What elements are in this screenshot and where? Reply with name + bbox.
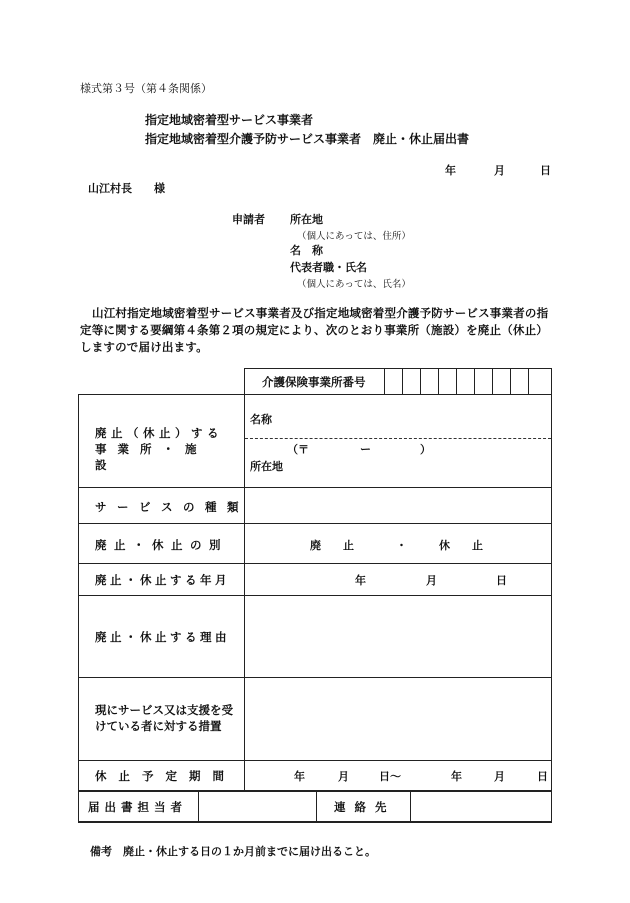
- date-month: 月: [494, 164, 505, 177]
- title-line-1: 指定地域密着型サービス事業者: [145, 113, 314, 127]
- applicant-address-label: 所在地: [290, 213, 323, 226]
- period-month-2: 月: [494, 770, 505, 783]
- contact-person-label: 届出書担当者: [88, 800, 187, 814]
- body-line-1: 山江村指定地域密着型サービス事業者及び指定地域密着型介護予防サービス事業者の指: [92, 306, 549, 320]
- facility-label-1: [95, 425, 226, 441]
- measures-label-2: けている者に対する措置: [95, 719, 222, 733]
- reason-label: 廃止・休止する理由: [95, 630, 230, 644]
- date-day: 日: [540, 164, 551, 177]
- applicant-rep-note: （個人にあっては、氏名）: [297, 279, 411, 290]
- postal-dash: ー: [360, 443, 371, 456]
- table-date-day: 日: [496, 574, 507, 587]
- postal-close: ）: [420, 443, 431, 456]
- period-month-1: 月: [338, 770, 349, 783]
- postal-open: （〒: [287, 443, 309, 456]
- category-label: 廃止・休止の別: [95, 538, 228, 552]
- category-abolish: 廃 止: [310, 539, 354, 552]
- body-line-2: 定等に関する要綱第４条第２項の規定により、次のとおり事業所（施設）を廃止（休止）: [80, 323, 548, 337]
- period-year-1: 年: [294, 770, 305, 783]
- table-date-month: 月: [426, 574, 437, 587]
- contact-label: 連絡先: [334, 800, 396, 814]
- facility-name-label: 名称: [250, 413, 272, 426]
- date-label: 廃止・休止する年月: [95, 573, 230, 587]
- period-label: 休止予定期間: [95, 769, 236, 783]
- applicant-rep-label: 代表者職・氏名: [290, 261, 367, 274]
- table-date-year: 年: [355, 574, 366, 587]
- title-line-2: 指定地域密着型介護予防サービス事業者 廃止・休止届出書: [145, 132, 470, 146]
- applicant-address-note: （個人にあっては、住所）: [297, 231, 411, 242]
- form-number: 様式第３号（第４条関係）: [80, 82, 212, 95]
- category-suspend: 休 止: [439, 539, 483, 552]
- service-type-label: サービスの種類: [95, 500, 249, 514]
- addressee: 山江村長 様: [88, 182, 165, 195]
- date-year: 年: [445, 164, 456, 177]
- period-day-1: 日～: [379, 770, 401, 783]
- facility-location-label: 所在地: [250, 460, 283, 473]
- insurer-number-label: 介護保険事業所番号: [262, 375, 366, 389]
- body-paragraph: [80, 305, 554, 356]
- period-year-2: 年: [451, 770, 462, 783]
- facility-label-2: 事業所・施設: [95, 442, 208, 472]
- category-dot: ・: [396, 539, 407, 552]
- measures-label-1: 現にサービス又は支援を受: [95, 703, 233, 717]
- applicant-name-label: 名 称: [290, 244, 323, 257]
- facility-label-1-text: 廃止（休止）する: [95, 426, 223, 440]
- note: 備考 廃止・休止する日の１か月前までに届け出ること。: [90, 845, 376, 858]
- applicant-label: 申請者: [232, 213, 265, 226]
- body-line-3: しますので届け出ます。: [80, 340, 208, 354]
- period-day-2: 日: [537, 770, 548, 783]
